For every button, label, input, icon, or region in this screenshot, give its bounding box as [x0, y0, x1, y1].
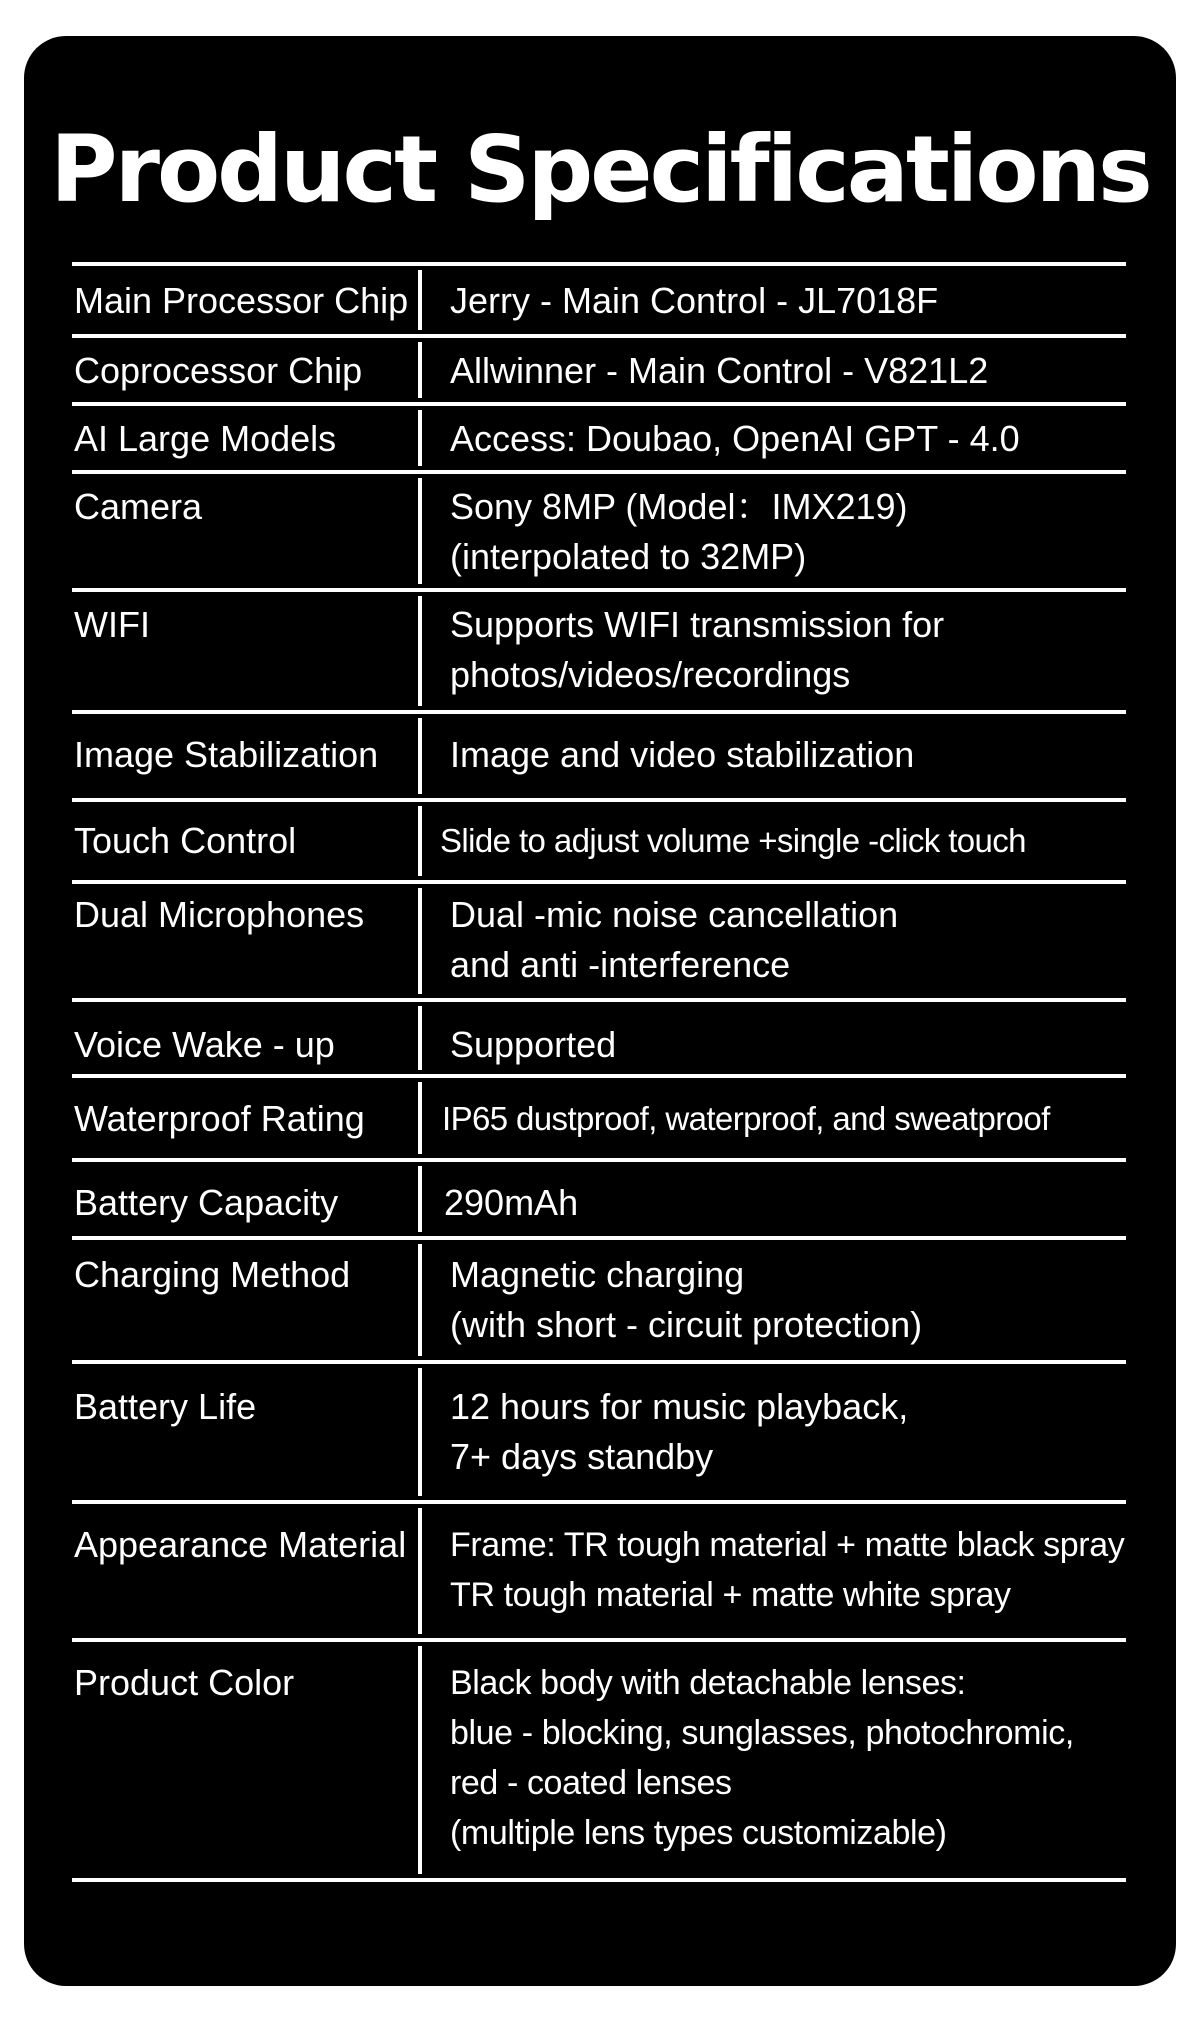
spec-value: Sony 8MP (Model：IMX219) (interpolated to 32MP)	[450, 486, 908, 577]
table-row	[72, 1240, 1126, 1360]
spec-value: Image and video stabilization	[450, 734, 915, 775]
spec-value: Dual -mic noise cancellation and anti -interference	[450, 894, 899, 985]
spec-value: Black body with detachable lenses: blue - blocking, sunglasses, photochromic, red - coated lenses (multiple lens types customizable)	[450, 1664, 1074, 1852]
table-row	[72, 1642, 1126, 1878]
table-row	[72, 474, 1126, 588]
table-row	[72, 406, 1126, 470]
table-bottom-rule	[72, 1878, 1126, 1882]
table-row	[72, 1364, 1126, 1500]
table-row	[72, 338, 1126, 402]
table-row	[72, 1504, 1126, 1638]
spec-label: Coprocessor Chip	[74, 350, 363, 391]
spec-value: IP65 dustproof, waterproof, and sweatproof	[442, 1100, 1050, 1137]
spec-label: Main Processor Chip	[74, 280, 409, 321]
spec-card	[24, 36, 1176, 1986]
spec-value: 12 hours for music playback, 7+ days standby	[450, 1386, 909, 1477]
spec-value: Allwinner - Main Control - V821L2	[450, 350, 989, 391]
spec-label: Camera	[74, 486, 203, 527]
table-row	[72, 266, 1126, 334]
table-row	[72, 714, 1126, 798]
spec-label: Charging Method	[74, 1254, 351, 1295]
spec-label: Battery Capacity	[74, 1182, 339, 1223]
spec-label: Image Stabilization	[74, 734, 379, 775]
spec-value: Magnetic charging (with short - circuit protection)	[450, 1254, 923, 1345]
spec-value: 290mAh	[444, 1182, 579, 1223]
table-row	[72, 802, 1126, 880]
spec-value: Supports WIFI transmission for photos/videos/recordings	[450, 604, 945, 695]
table-row	[72, 884, 1126, 998]
spec-value: Access: Doubao, OpenAI GPT - 4.0	[450, 418, 1020, 459]
spec-label: Product Color	[74, 1662, 295, 1703]
table-row	[72, 1002, 1126, 1074]
spec-label: Dual Microphones	[74, 894, 365, 935]
table-row	[72, 1162, 1126, 1236]
spec-label: AI Large Models	[74, 418, 337, 459]
spec-value: Slide to adjust volume +single -click touch	[440, 822, 1026, 859]
spec-table	[72, 262, 1126, 1882]
spec-label: Waterproof Rating	[74, 1098, 365, 1139]
spec-label: Battery Life	[74, 1386, 257, 1427]
page-title: Product Specifications	[50, 116, 1150, 223]
spec-label: Voice Wake - up	[74, 1024, 335, 1065]
spec-value: Supported	[450, 1024, 617, 1065]
spec-label: Appearance Material	[74, 1524, 407, 1565]
spec-label: WIFI	[74, 604, 150, 645]
spec-label: Touch Control	[74, 820, 297, 861]
table-row	[72, 592, 1126, 710]
spec-value: Jerry - Main Control - JL7018F	[450, 280, 939, 321]
spec-value: Frame: TR tough material + matte black spray TR tough material + matte white spray	[450, 1526, 1125, 1614]
table-row	[72, 1078, 1126, 1158]
